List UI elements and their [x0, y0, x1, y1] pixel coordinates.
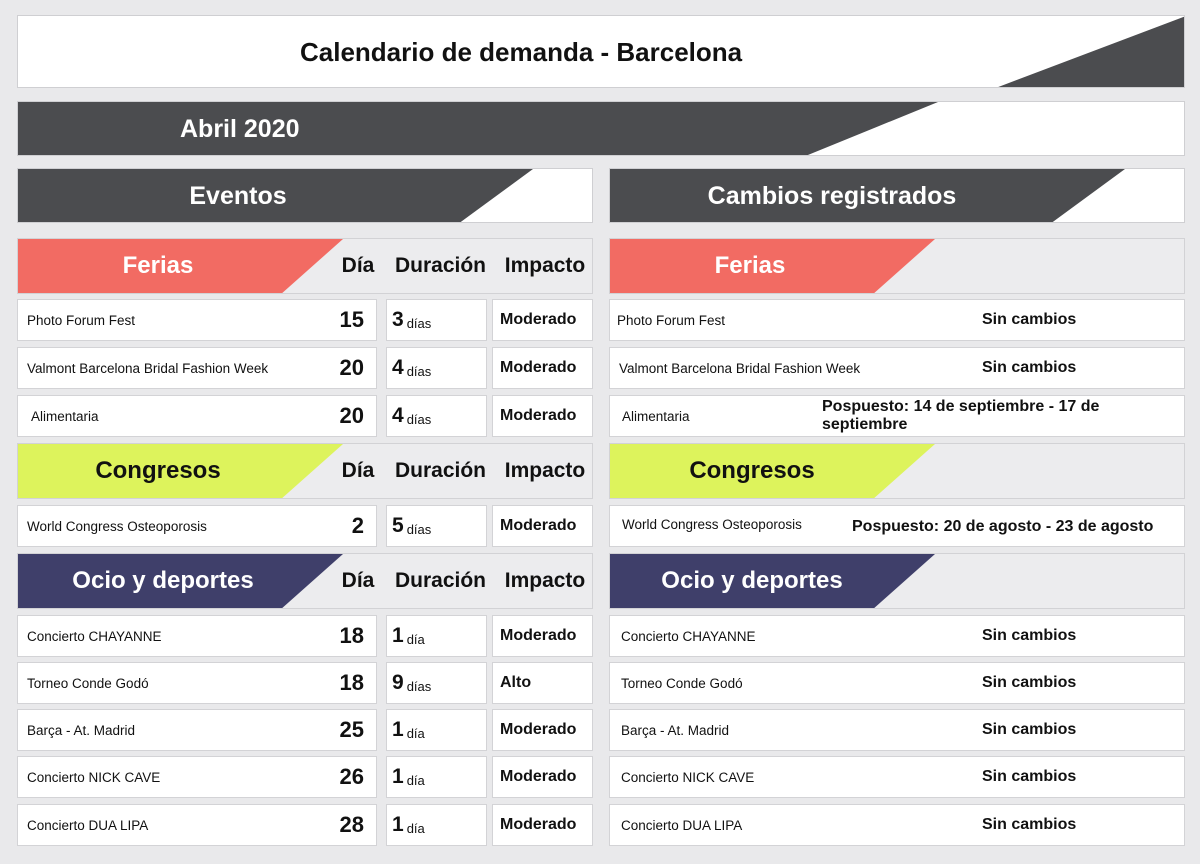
event-duration — [386, 804, 487, 846]
change-event-name: Concierto NICK CAVE — [621, 769, 755, 785]
change-status: Sin cambios — [982, 721, 1077, 738]
duration-number: 3 — [392, 308, 404, 331]
event-duration — [386, 709, 487, 751]
event-impact: Moderado — [492, 756, 593, 798]
change-row — [609, 709, 1185, 751]
change-event-name: Valmont Barcelona Bridal Fashion Week — [619, 360, 861, 376]
change-status: Sin cambios — [982, 816, 1077, 833]
event-impact: Moderado — [492, 505, 593, 547]
event-impact: Moderado — [492, 347, 593, 389]
col-impact-header: Impacto — [504, 459, 586, 482]
change-row — [609, 662, 1185, 704]
event-impact: Alto — [492, 662, 593, 704]
event-day: 15 — [339, 307, 364, 332]
event-day: 28 — [339, 812, 364, 837]
event-impact: Moderado — [492, 804, 593, 846]
congresos-band-left — [17, 443, 593, 499]
event-name: Alimentaria — [17, 395, 377, 437]
event-impact: Moderado — [492, 299, 593, 341]
duration-unit: días — [406, 411, 432, 427]
change-event-name: World Congress Osteoporosis — [622, 517, 802, 532]
duration-unit: días — [406, 363, 432, 379]
event-name: Concierto DUA LIPA — [17, 804, 377, 846]
event-day: 20 — [339, 355, 364, 380]
change-row — [609, 395, 1185, 437]
ocio-band-left — [17, 553, 593, 609]
duration-number: 1 — [392, 813, 404, 836]
event-name: Torneo Conde Godó — [17, 662, 377, 704]
changes-header — [609, 168, 1185, 223]
duration-number: 1 — [392, 765, 404, 788]
event-duration — [386, 505, 487, 547]
change-event-name: Concierto DUA LIPA — [621, 817, 743, 833]
event-duration — [386, 615, 487, 657]
event-name: Valmont Barcelona Bridal Fashion Week — [17, 347, 377, 389]
duration-number: 1 — [392, 718, 404, 741]
change-status: Sin cambios — [982, 359, 1077, 376]
event-name: Barça - At. Madrid — [17, 709, 377, 751]
change-row — [609, 615, 1185, 657]
col-duration-header: Duración — [394, 569, 486, 592]
change-event-name: Torneo Conde Godó — [621, 675, 743, 691]
congresos-label: Congresos — [95, 457, 221, 484]
duration-unit: días — [406, 315, 432, 331]
change-status: Sin cambios — [982, 674, 1077, 691]
duration-number: 1 — [392, 624, 404, 647]
duration-unit: día — [406, 725, 425, 741]
event-impact: Moderado — [492, 709, 593, 751]
duration-number: 4 — [392, 356, 404, 379]
congresos-label: Congresos — [689, 457, 815, 484]
duration-unit: días — [406, 678, 432, 694]
change-event-name: Alimentaria — [622, 408, 690, 424]
month-bar — [17, 101, 1185, 156]
change-row — [609, 505, 1185, 547]
ferias-label: Ferias — [122, 252, 194, 279]
event-name: Concierto NICK CAVE — [17, 756, 377, 798]
change-event-name: Concierto CHAYANNE — [621, 628, 756, 644]
ocio-label: Ocio y deportes — [661, 567, 843, 594]
page-title: Calendario de demanda - Barcelona — [300, 37, 743, 67]
congresos-band-right — [609, 443, 1185, 499]
change-event-name: Barça - At. Madrid — [621, 722, 730, 738]
duration-unit: día — [406, 631, 425, 647]
change-row — [609, 347, 1185, 389]
col-impact-header: Impacto — [504, 254, 586, 277]
change-row — [609, 756, 1185, 798]
col-impact-header: Impacto — [504, 569, 586, 592]
events-header — [17, 168, 593, 223]
col-duration-header: Duración — [394, 459, 486, 482]
ocio-band-right — [609, 553, 1185, 609]
events-heading: Eventos — [189, 182, 287, 210]
ferias-band-left — [17, 238, 593, 294]
change-row — [609, 299, 1185, 341]
change-row — [609, 804, 1185, 846]
col-day-header: Día — [341, 459, 375, 482]
ferias-band-right — [609, 238, 1185, 294]
event-day: 18 — [339, 623, 364, 648]
event-duration — [386, 347, 487, 389]
duration-number: 9 — [392, 671, 404, 694]
ocio-label: Ocio y deportes — [72, 567, 254, 594]
event-name: Concierto CHAYANNE — [17, 615, 377, 657]
change-status: Sin cambios — [982, 311, 1077, 328]
month-label: Abril 2020 — [180, 115, 300, 143]
event-impact: Moderado — [492, 395, 593, 437]
event-duration — [386, 756, 487, 798]
col-duration-header: Duración — [394, 254, 486, 277]
event-day: 26 — [339, 764, 364, 789]
event-day: 25 — [339, 717, 364, 742]
change-status: Pospuesto: 20 de agosto - 23 de agosto — [852, 518, 1154, 535]
duration-unit: día — [406, 820, 425, 836]
change-status: Sin cambios — [982, 627, 1077, 644]
event-duration — [386, 395, 487, 437]
col-day-header: Día — [341, 254, 375, 277]
change-status: Sin cambios — [982, 768, 1077, 785]
ferias-label: Ferias — [714, 252, 786, 279]
col-day-header: Día — [341, 569, 375, 592]
duration-number: 5 — [392, 514, 404, 537]
title-bar — [17, 15, 1185, 88]
change-event-name: Photo Forum Fest — [617, 312, 726, 328]
event-day: 20 — [339, 403, 364, 428]
changes-heading: Cambios registrados — [707, 182, 957, 210]
event-day: 18 — [339, 670, 364, 695]
event-day: 2 — [351, 513, 364, 538]
event-name: World Congress Osteoporosis — [17, 505, 377, 547]
event-duration — [386, 299, 487, 341]
duration-number: 4 — [392, 404, 404, 427]
duration-unit: día — [406, 772, 425, 788]
duration-unit: días — [406, 521, 432, 537]
event-duration — [386, 662, 487, 704]
event-impact: Moderado — [492, 615, 593, 657]
change-status: Pospuesto: 14 de septiembre - 17 de septiembre — [822, 398, 1100, 433]
event-name: Photo Forum Fest — [17, 299, 377, 341]
